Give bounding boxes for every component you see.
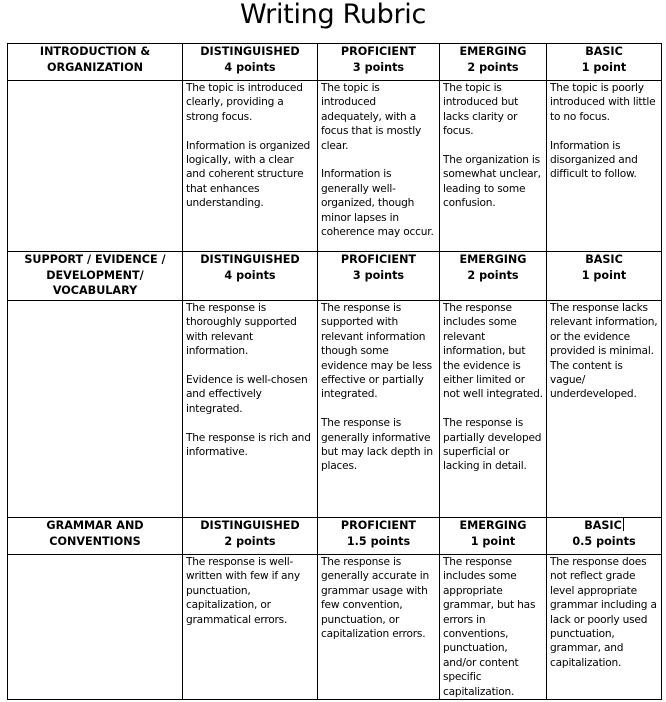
level-name: EMERGING xyxy=(459,45,527,58)
descriptor-paragraph: Evidence is well-chosen and effectively integrated. xyxy=(186,374,308,415)
level-points: 2 points xyxy=(467,268,519,282)
level-points: 1 point xyxy=(470,534,516,548)
category-label-line: SUPPORT / EVIDENCE / xyxy=(24,253,166,266)
level-name: BASIC xyxy=(585,253,623,266)
descriptor-cell xyxy=(183,301,318,518)
section-header-row xyxy=(8,518,662,555)
level-name: PROFICIENT xyxy=(340,45,417,58)
level-points: 2 points xyxy=(224,534,276,548)
category-label-line: GRAMMAR AND xyxy=(46,519,144,532)
level-points: 1 point xyxy=(581,60,627,74)
descriptor-cell xyxy=(183,555,318,700)
level-points: 1.5 points xyxy=(346,534,411,548)
descriptor-cell xyxy=(440,555,547,700)
descriptor-paragraph: The topic is introduced clearly, providing a strong focus. xyxy=(186,82,303,123)
level-name: BASIC xyxy=(584,519,622,532)
descriptor-cell xyxy=(318,81,440,252)
descriptor-paragraph: The response is supported with relevant information though some evidence may be less effective or partially integrated. xyxy=(321,302,432,401)
level-name: PROFICIENT xyxy=(340,253,417,266)
descriptor-cell xyxy=(547,555,662,700)
level-header xyxy=(183,44,318,81)
descriptor-paragraph: The response is rich and informative. xyxy=(186,431,311,459)
descriptor-paragraph: The response is generally accurate in grammar usage with few convention, punctuation, or capitalization errors. xyxy=(321,556,430,641)
level-points: 3 points xyxy=(352,60,405,74)
descriptor-paragraph: The topic is poorly introduced with little to no focus. xyxy=(550,82,656,123)
descriptor-paragraph: Information is disorganized and difficult to follow. xyxy=(550,139,638,181)
level-name: BASIC xyxy=(585,45,623,58)
descriptor-paragraph: The topic is introduced but lacks clarity or focus. xyxy=(443,82,519,138)
descriptor-cell xyxy=(440,81,547,252)
descriptor-cell xyxy=(547,301,662,518)
descriptor-cell xyxy=(318,555,440,700)
descriptor-paragraph: Information is organized logically, with a clear and coherent structure that enhances understanding. xyxy=(186,139,311,210)
level-header xyxy=(440,252,547,301)
level-points: 1 point xyxy=(581,268,627,282)
descriptor-paragraph: The response is partially developed superficial or lacking in detail. xyxy=(443,417,542,473)
section-header-row xyxy=(8,44,662,81)
level-points: 4 points xyxy=(224,268,276,282)
empty-cell xyxy=(8,81,183,252)
level-header xyxy=(318,518,440,555)
descriptor-cell xyxy=(183,81,318,252)
category-label-line: VOCABULARY xyxy=(52,284,138,297)
document-title: Writing Rubric xyxy=(239,0,427,30)
level-name: DISTINGUISHED xyxy=(200,253,300,266)
level-header xyxy=(440,518,547,555)
descriptor-paragraph: The response is thoroughly supported with relevant information. xyxy=(186,302,297,358)
level-points: 3 points xyxy=(352,268,405,282)
level-header xyxy=(547,252,662,301)
section-header-row xyxy=(8,252,662,301)
level-header xyxy=(318,252,440,301)
descriptor-paragraph: Information is generally well-organized, though minor lapses in coherence may occur. xyxy=(321,168,434,239)
descriptor-cell xyxy=(440,301,547,518)
empty-cell xyxy=(8,301,183,518)
category-label-line: INTRODUCTION & xyxy=(39,45,151,58)
descriptor-paragraph: The response includes some appropriate grammar, but has errors in conventions, punctuation, and/or content specific capitalization. xyxy=(443,556,536,698)
level-name: EMERGING xyxy=(459,253,527,266)
level-points: 0.5 points xyxy=(572,534,636,548)
section-body-row xyxy=(8,301,662,518)
section-body-row xyxy=(8,555,662,700)
descriptor-paragraph: The response lacks relevant information, or the evidence provided is minimal. The content is vague/ underdeveloped. xyxy=(550,302,658,401)
descriptor-cell xyxy=(547,81,662,252)
level-name: DISTINGUISHED xyxy=(200,519,300,532)
descriptor-paragraph: The organization is somewhat unclear, leading to some confusion. xyxy=(443,154,541,210)
text-cursor xyxy=(623,518,624,531)
level-header xyxy=(547,518,662,555)
category-label-line: ORGANIZATION xyxy=(46,60,144,74)
level-header xyxy=(318,44,440,81)
descriptor-paragraph: The response includes some relevant information, but the evidence is either limited or not well integrated. xyxy=(443,302,543,401)
level-points: 2 points xyxy=(467,60,519,74)
category-label-line: DEVELOPMENT/ xyxy=(46,268,144,282)
empty-cell xyxy=(8,555,183,700)
rubric-table xyxy=(7,43,662,700)
descriptor-paragraph: The response is generally informative but may lack depth in places. xyxy=(321,417,433,473)
level-name: EMERGING xyxy=(459,519,527,532)
category-header xyxy=(8,518,183,555)
category-header xyxy=(8,44,183,81)
level-header xyxy=(183,518,318,555)
level-header xyxy=(547,44,662,81)
category-label-line: CONVENTIONS xyxy=(49,534,141,548)
level-header xyxy=(183,252,318,301)
level-header xyxy=(440,44,547,81)
level-name: DISTINGUISHED xyxy=(200,45,300,58)
descriptor-paragraph: The response is well-written with few if any punctuation, capitalization, or grammatical errors. xyxy=(186,556,300,626)
descriptor-paragraph: The response does not reflect grade level appropriate grammar including a lack or poorly used punctuation, grammar, and capitalization. xyxy=(550,556,657,669)
descriptor-paragraph: The topic is introduced adequately, with a focus that is mostly clear. xyxy=(321,82,422,152)
descriptor-cell xyxy=(318,301,440,518)
section-body-row xyxy=(8,81,662,252)
level-points: 4 points xyxy=(224,60,276,74)
category-header xyxy=(8,252,183,301)
level-name: PROFICIENT xyxy=(340,519,417,532)
